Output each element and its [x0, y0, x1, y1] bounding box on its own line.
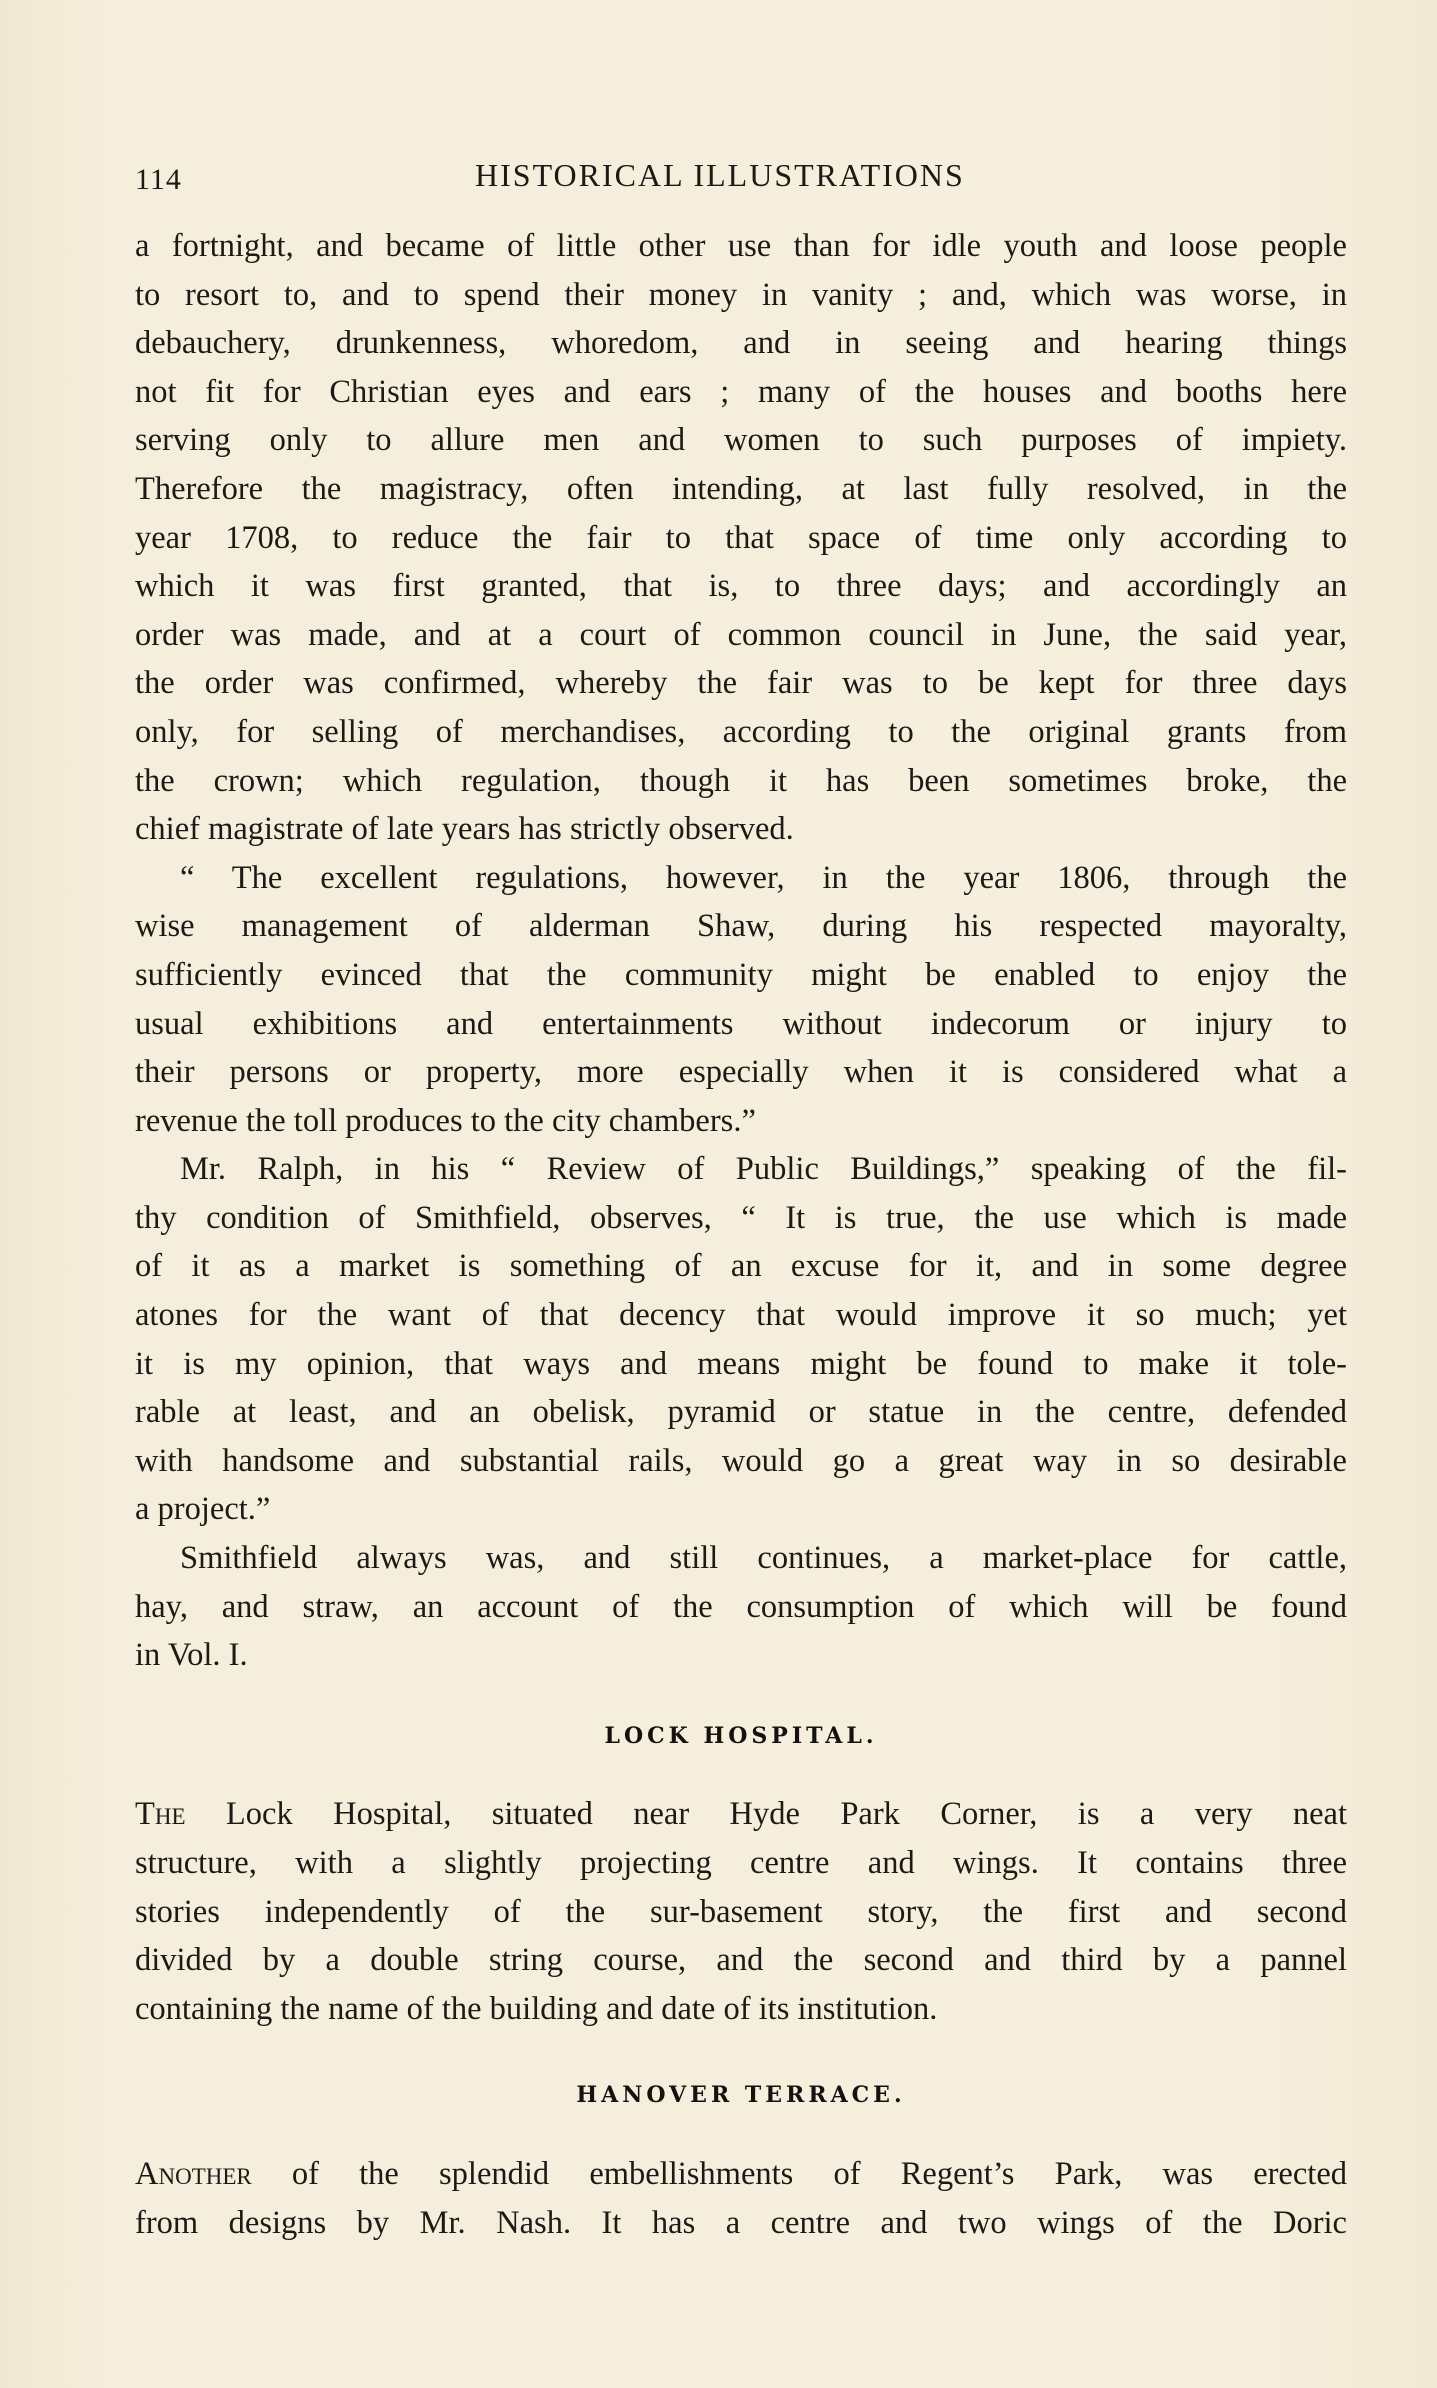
lead-word: Another [135, 2155, 252, 2192]
section-heading-lock-hospital: LOCK HOSPITAL. [604, 1722, 878, 1749]
text-line: Mr. Ralph, in his “ Review of Public Buildings,” speaking of the fil- [180, 1151, 1347, 1188]
spacer [135, 1680, 1347, 1712]
page-header [135, 153, 1350, 203]
text-line: rable at least, and an obelisk, pyramid or statue in the centre, defended [135, 1394, 1347, 1431]
text-line: usual exhibitions and entertainments without indecorum or injury to [135, 1005, 1347, 1042]
spacer [135, 2120, 1347, 2150]
text-line: sufficiently evinced that the community might be enabled to enjoy the [135, 956, 1347, 993]
text-line: a project.” [135, 1491, 271, 1528]
text-line: atones for the want of that decency that would improve it so much; yet [135, 1297, 1347, 1334]
text-line: the order was confirmed, whereby the fair was to be kept for three days [135, 665, 1347, 702]
text-line: serving only to allure men and women to such purposes of impiety. [135, 422, 1347, 459]
paragraph-smithfield-market [135, 1534, 1347, 1680]
text-line: divided by a double string course, and the second and third by a pannel [135, 1942, 1347, 1979]
text-line: year 1708, to reduce the fair to that space of time only according to [135, 519, 1347, 556]
text-line: in Vol. I. [135, 1637, 248, 1674]
body-text [135, 222, 1347, 2247]
text-line: not fit for Christian eyes and ears ; many of the houses and booths here [135, 373, 1347, 410]
text-line: which it was first granted, that is, to three days; and accordingly an [135, 568, 1347, 605]
text-line: thy condition of Smithfield, observes, “ It is true, the use which is made [135, 1199, 1347, 1236]
text-line: structure, with a slightly projecting centre and wings. It contains three [135, 1845, 1347, 1881]
text-line: a fortnight, and became of little other use than for idle youth and loose people [135, 228, 1347, 264]
text-line: of it as a market is something of an excuse for it, and in some degree [135, 1248, 1347, 1285]
text-line: stories independently of the sur-basement story, the first and second [135, 1893, 1347, 1930]
spacer [135, 2033, 1347, 2071]
text-line-rest: Lock Hospital, situated near Hyde Park Corner, is a very neat [185, 1796, 1347, 1833]
lead-word: The [135, 1796, 186, 1833]
running-title: HISTORICAL ILLUSTRATIONS [475, 157, 965, 193]
text-line: wise management of alderman Shaw, during his respected mayoralty, [135, 908, 1347, 945]
text-line: debauchery, drunkenness, whoredom, and in seeing and hearing things [135, 325, 1347, 362]
text-line-rest: of the splendid embellishments of Regent’s Park, was erected [251, 2155, 1347, 2192]
text-line: revenue the toll produces to the city chambers.” [135, 1102, 756, 1139]
paragraph-lock-hospital [135, 1790, 1347, 2033]
paragraph-hanover-terrace [135, 2150, 1347, 2247]
text-line: it is my opinion, that ways and means might be found to make it tole- [135, 1345, 1347, 1382]
text-line: their persons or property, more especially when it is considered what a [135, 1054, 1347, 1091]
text-line: to resort to, and to spend their money in vanity ; and, which was worse, in [135, 276, 1347, 313]
text-line: order was made, and at a court of common council in June, the said year, [135, 616, 1347, 653]
text-line: hay, and straw, an account of the consumption of which will be found [135, 1588, 1347, 1625]
page-number: 114 [135, 163, 182, 196]
text-line: “ The excellent regulations, however, in the year 1806, through the [180, 859, 1347, 896]
text-line: only, for selling of merchandises, according to the original grants from [135, 713, 1347, 750]
paragraph-regulations-1806 [135, 854, 1347, 1146]
text-line: chief magistrate of late years has strictly observed. [135, 811, 794, 848]
text-line: with handsome and substantial rails, would go a great way in so desirable [135, 1442, 1347, 1479]
section-heading-hanover-terrace: HANOVER TERRACE. [576, 2082, 906, 2109]
paragraph-fair-regulation [135, 222, 1347, 854]
text-line [135, 2150, 1347, 2199]
text-line [135, 1790, 1347, 1839]
text-line: Therefore the magistracy, often intending, at last fully resolved, in the [135, 470, 1347, 507]
text-line: Smithfield always was, and still continues, a market-place for cattle, [180, 1540, 1347, 1577]
text-line: the crown; which regulation, though it has been sometimes broke, the [135, 762, 1347, 799]
text-line: containing the name of the building and date of its institution. [135, 1990, 938, 2027]
paragraph-ralph-review [135, 1145, 1347, 1534]
spacer [135, 1760, 1347, 1790]
text-line: from designs by Mr. Nash. It has a centre and two wings of the Doric [135, 2204, 1347, 2241]
